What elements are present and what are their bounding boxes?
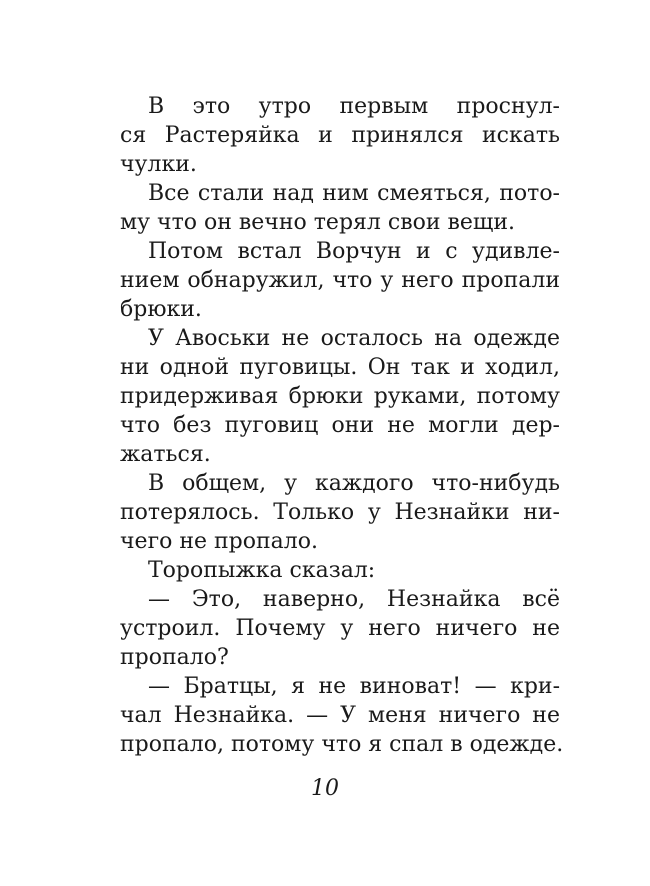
paragraph (120, 237, 560, 324)
paragraph (120, 556, 560, 585)
body-text (120, 92, 564, 759)
text-line: нием обнаружил, что у него пропали (120, 268, 560, 293)
text-line: потерялось. Только у Незнайки ни- (120, 500, 560, 525)
text-line: чулки. (120, 152, 197, 177)
text-line: ся Растеряйка и принялся искать (120, 123, 560, 148)
text-line: ни одной пуговицы. Он так и ходил, (120, 355, 560, 380)
paragraph (120, 179, 560, 237)
text-line: У Авоськи не осталось на одежде (148, 326, 560, 351)
text-line: что без пуговиц они не могли дер- (120, 413, 560, 438)
text-line: Торопыжка сказал: (148, 558, 376, 583)
text-line: жаться. (120, 442, 211, 467)
paragraph (120, 585, 560, 672)
text-line: — Это, наверно, Незнайка всё (148, 587, 560, 612)
page-number: 10 (311, 776, 339, 801)
text-line: пропало, потому что я спал в одежде. (120, 732, 564, 757)
text-line: чего не пропало. (120, 529, 318, 554)
text-line: — Братцы, я не виноват! — кри- (148, 674, 560, 699)
text-line: брюки. (120, 297, 202, 322)
text-line: устроил. Почему у него ничего не (120, 616, 560, 641)
text-line: пропало? (120, 645, 229, 670)
text-line: му что он вечно терял свои вещи. (120, 210, 516, 235)
text-line: В общем, у каждого что-нибудь (148, 471, 560, 496)
text-line: чал Незнайка. — У меня ничего не (120, 703, 560, 728)
text-line: придерживая брюки руками, потому (120, 384, 560, 409)
paragraph (120, 469, 560, 556)
text-line: В это утро первым проснул- (148, 94, 560, 119)
paragraph (120, 92, 560, 179)
paragraph (120, 672, 564, 759)
text-line: Потом встал Ворчун и с удивле- (148, 239, 560, 264)
text-line: Все стали над ним смеяться, пото- (148, 181, 560, 206)
paragraph (120, 324, 560, 469)
